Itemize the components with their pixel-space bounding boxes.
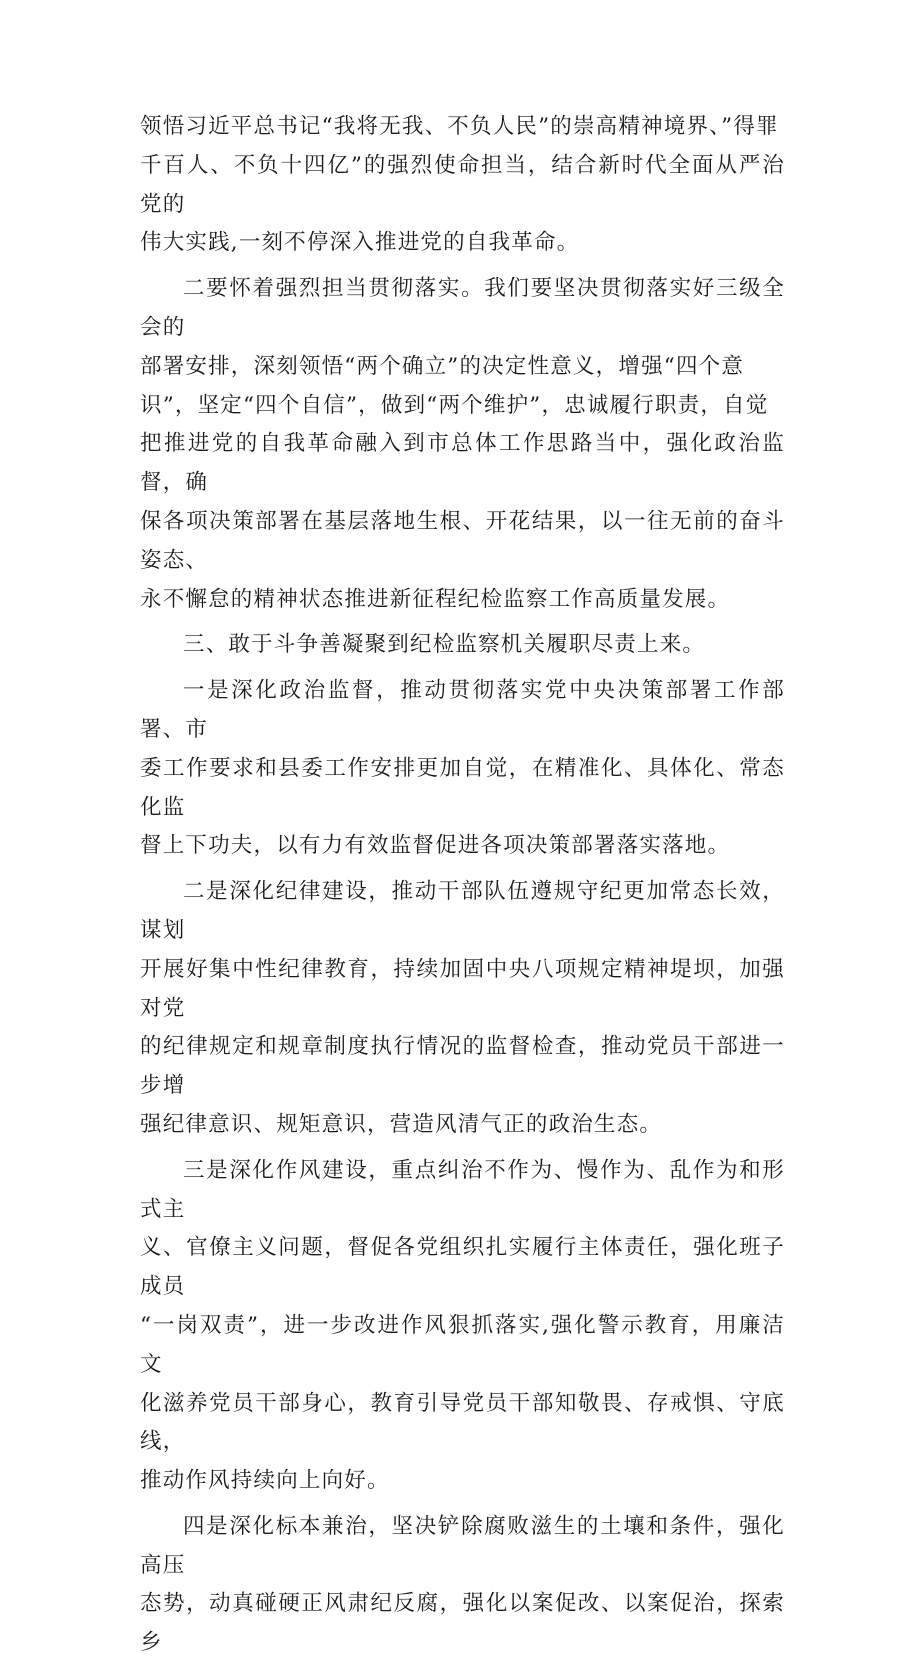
text-line: 永不懈怠的精神状态推进新征程纪检监察工作高质量发展。 bbox=[140, 586, 731, 612]
text-line: 三、敢于斗争善凝聚到纪检监察机关履职尽责上来。 bbox=[183, 632, 706, 658]
text-line: 强纪律意识、规矩意识，营造风清气正的政治生态。 bbox=[140, 1111, 663, 1137]
text-line: 领悟习近平总书记“我将无我、不负人民”的崇高精神境界、”得罪 bbox=[140, 114, 779, 139]
paragraph-root-causes bbox=[140, 1508, 785, 1663]
text-line: 部署安排，深刻领悟“两个确立”的决定性意义，增强“四个意 bbox=[140, 353, 745, 379]
text-line: 二是深化纪律建设，推动干部队伍遵规守纪更加常态长效，谋划 bbox=[140, 879, 785, 943]
paragraph-responsibility bbox=[140, 270, 785, 619]
text-line: 识”，坚定“四个自信”，做到“两个维护”，忠诚履行职责，自觉 bbox=[140, 392, 769, 418]
text-line: 伟大实践,一刻不停深入推进党的自我革命。 bbox=[140, 230, 580, 256]
text-line: 的纪律规定和规章制度执行情况的监督检查，推动党员干部进一步增 bbox=[140, 1034, 785, 1099]
text-line: 二要怀着强烈担当贯彻落实。我们要坚决贯彻落实好三级全会的 bbox=[140, 276, 785, 340]
paragraph-work-style bbox=[140, 1152, 785, 1501]
text-line: “一岗双责”，进一步改进作风狠抓落实,强化警示教育，用廉洁文 bbox=[140, 1312, 785, 1377]
text-line: 一是深化政治监督，推动贯彻落实党中央决策部署工作部署、市 bbox=[140, 678, 785, 742]
text-line: 保各项决策部署在基层落地生根、开花结果，以一往无前的奋斗姿态、 bbox=[140, 508, 785, 573]
text-line: 开展好集中性纪律教育，持续加固中央八项规定精神堤坝，加强对党 bbox=[140, 956, 785, 1021]
text-line: 化滋养党员干部身心，教育引导党员干部知敬畏、存戒惧、守底线， bbox=[140, 1390, 785, 1455]
paragraph-continuation bbox=[140, 108, 785, 263]
text-line: 三是深化作风建设，重点纠治不作为、慢作为、乱作为和形式主 bbox=[140, 1157, 785, 1222]
section-heading bbox=[140, 626, 785, 665]
text-line: 把推进党的自我革命融入到市总体工作思路当中，强化政治监督，确 bbox=[140, 431, 785, 496]
text-line: 四是深化标本兼治，坚决铲除腐败滋生的土壤和条件，强化高压 bbox=[140, 1513, 785, 1578]
text-line: 态势，动真碰硬正风肃纪反腐，强化以案促改、以案促治，探索乡 bbox=[140, 1591, 785, 1656]
text-line: 千百人、不负十四亿”的强烈使命担当，结合新时代全面从严治党的 bbox=[140, 152, 785, 217]
paragraph-discipline-building bbox=[140, 873, 785, 1145]
text-line: 督上下功夫，以有力有效监督促进各项决策部署落实落地。 bbox=[140, 833, 731, 859]
text-line: 义、官僚主义问题，督促各党组织扎实履行主体责任，强化班子成员 bbox=[140, 1235, 785, 1300]
text-line: 委工作要求和县委工作安排更加自觉，在精准化、具体化、常态化监 bbox=[140, 755, 785, 820]
paragraph-political-supervision bbox=[140, 672, 785, 866]
text-line: 推动作风持续向上向好。 bbox=[140, 1468, 390, 1494]
document-body bbox=[140, 108, 785, 1670]
